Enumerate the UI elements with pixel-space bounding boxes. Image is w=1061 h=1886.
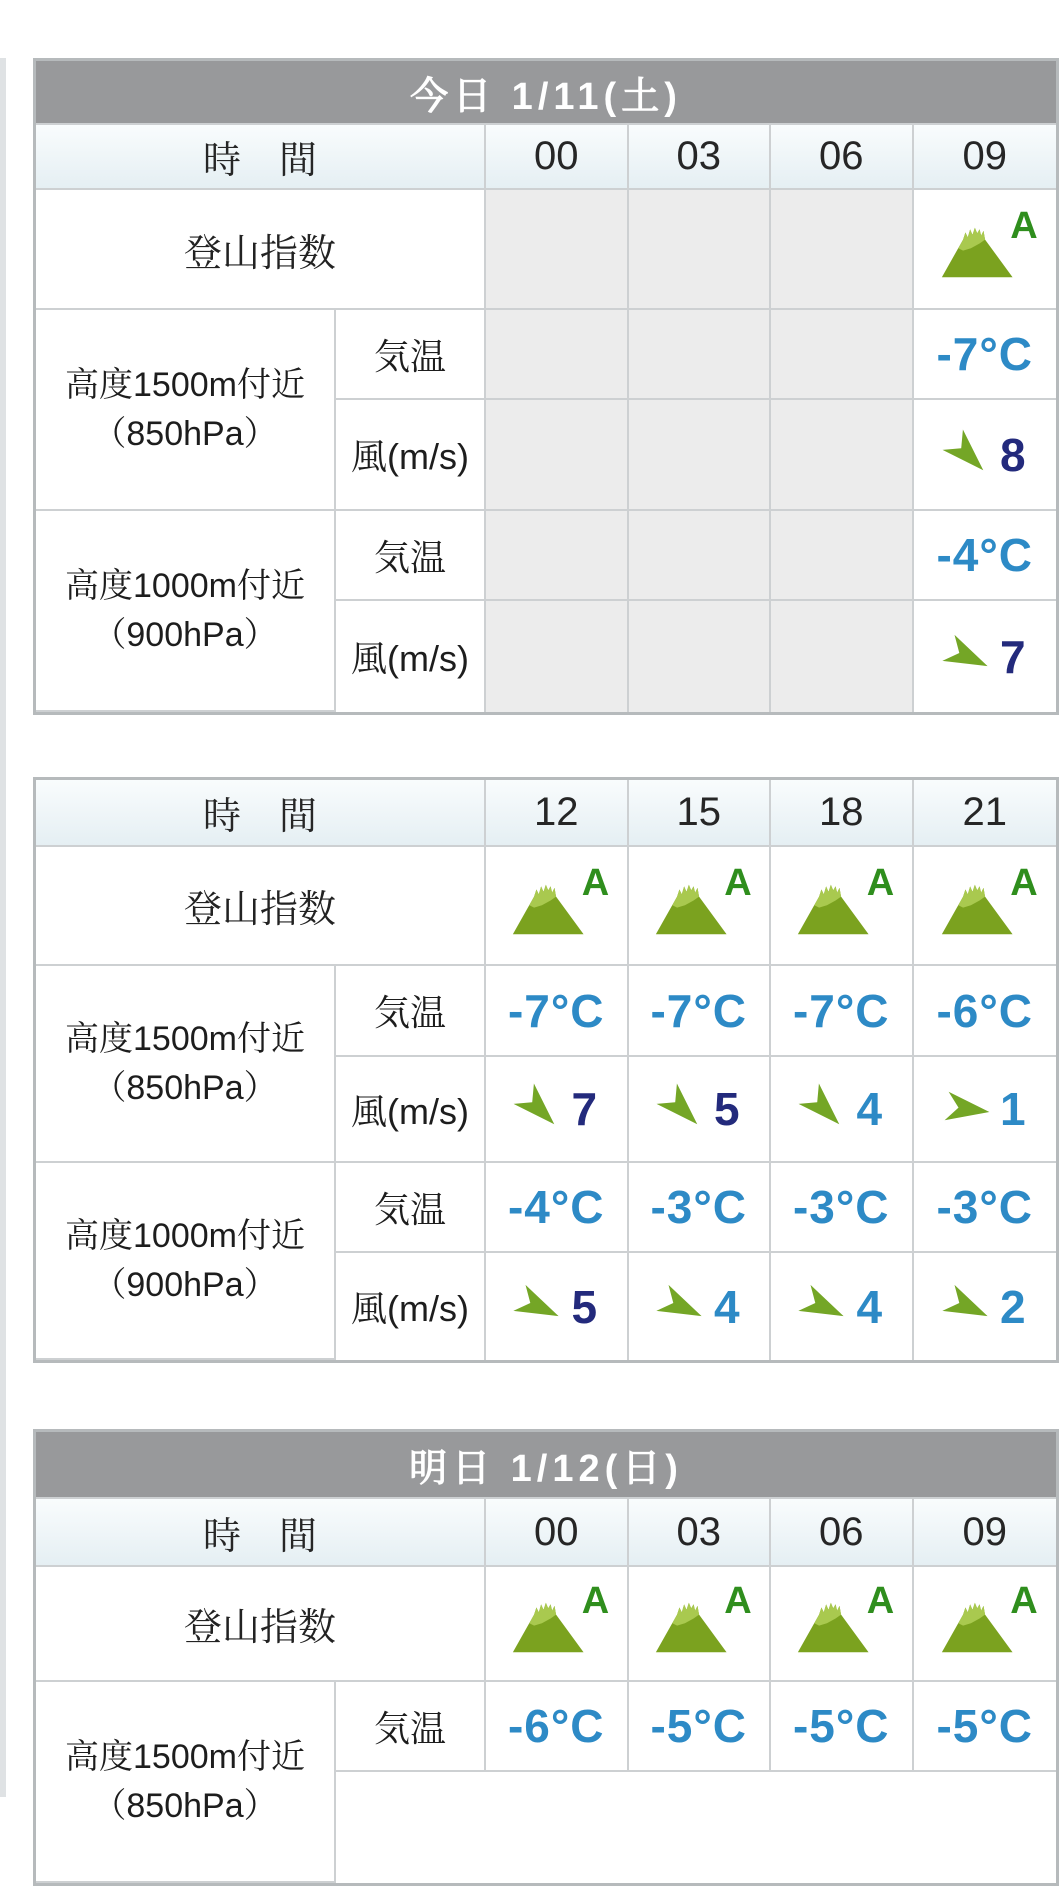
wind-speed: 5 — [713, 1083, 740, 1135]
mountain-index-icon — [505, 861, 610, 944]
empty-wind-cell — [629, 400, 772, 511]
index-cell — [629, 1567, 772, 1682]
wind-direction-arrow-icon — [941, 1086, 994, 1132]
pressure-line: （900hPa） — [92, 615, 278, 654]
wind-row-label: 風(m/s) — [336, 400, 486, 511]
wind-direction-arrow-icon — [652, 1278, 712, 1335]
table-title-tomorrow: 明日 1/12(日) — [36, 1432, 1056, 1499]
wind-row-label: 風(m/s) — [336, 1253, 486, 1360]
page-left-edge — [0, 58, 6, 1797]
time-cell: 00 — [486, 125, 629, 190]
empty-temp-cell — [486, 310, 629, 400]
time-header-label: 時 間 — [36, 780, 486, 847]
index-cell — [771, 847, 914, 966]
wind-direction-arrow-icon — [938, 628, 998, 685]
time-header-label: 時 間 — [36, 1499, 486, 1567]
empty-index-cell — [629, 190, 772, 310]
time-cell: 18 — [771, 780, 914, 847]
time-cell: 15 — [629, 780, 772, 847]
wind-direction-arrow-icon — [508, 1078, 570, 1140]
climb-index-label: 登山指数 — [36, 190, 486, 310]
table-title-today: 今日 1/11(土) — [36, 61, 1056, 125]
empty-wind-cell — [486, 400, 629, 511]
empty-wind-cell — [486, 601, 629, 712]
wind-speed: 5 — [571, 1280, 598, 1333]
wind-speed: 7 — [999, 630, 1026, 683]
mountain-index-icon — [934, 861, 1038, 944]
mountain-shape — [790, 868, 878, 944]
wind-cell — [771, 1057, 914, 1163]
empty-index-cell — [771, 190, 914, 310]
wind-cell — [629, 1253, 772, 1360]
time-cell: 00 — [486, 1499, 629, 1567]
wind-direction-arrow-icon — [793, 1078, 855, 1140]
temp-row-label: 気温 — [336, 966, 486, 1057]
wind-cell — [771, 1253, 914, 1360]
rating-letter: A — [866, 1579, 895, 1622]
wind-cell — [914, 1057, 1057, 1163]
wind-direction-arrow-icon — [937, 423, 999, 485]
mountain-index-icon — [790, 1579, 895, 1662]
temp-cell: -3°C — [914, 1163, 1057, 1253]
altitude-1000-label — [36, 1163, 336, 1360]
rating-letter: A — [1010, 861, 1038, 904]
temp-cell: -7°C — [771, 966, 914, 1057]
altitude-1500-label — [36, 1682, 336, 1883]
wind-cell — [914, 601, 1057, 712]
wind-speed: 4 — [856, 1280, 883, 1333]
altitude-1000-label — [36, 511, 336, 712]
time-cell: 12 — [486, 780, 629, 847]
empty-temp-cell — [486, 511, 629, 601]
rating-letter: A — [1010, 205, 1038, 247]
altitude-line: 高度1500m付近 — [65, 366, 305, 405]
temp-row-label: 気温 — [336, 1163, 486, 1253]
time-cell: 09 — [914, 125, 1057, 190]
mountain-shape — [934, 211, 1022, 287]
mountain-shape — [790, 1586, 878, 1662]
time-cell: 06 — [771, 125, 914, 190]
rating-letter: A — [1010, 1579, 1038, 1622]
mountain-shape — [648, 868, 736, 944]
empty-temp-cell — [629, 310, 772, 400]
altitude-line: 高度1000m付近 — [65, 567, 305, 606]
mountain-index-icon — [934, 1579, 1038, 1662]
temp-cell: -4°C — [914, 511, 1057, 601]
wind-speed: 2 — [999, 1280, 1026, 1333]
empty-wind-cell — [629, 601, 772, 712]
mountain-index-icon — [934, 205, 1038, 287]
rating-letter: A — [724, 1579, 752, 1622]
index-cell — [771, 1567, 914, 1682]
temp-cell: -5°C — [629, 1682, 772, 1772]
pressure-line: （850hPa） — [92, 1786, 278, 1825]
empty-wind-cell — [771, 601, 914, 712]
temp-cell: -4°C — [486, 1163, 629, 1253]
wind-direction-arrow-icon — [509, 1278, 569, 1335]
wind-speed: 8 — [999, 428, 1026, 481]
forecast-table-today-pm — [33, 777, 1059, 1363]
pressure-line: （850hPa） — [92, 414, 278, 453]
forecast-table-today-am — [33, 58, 1059, 715]
wind-cell — [914, 1253, 1057, 1360]
wind-direction-arrow-icon — [651, 1078, 713, 1140]
index-cell — [629, 847, 772, 966]
temp-cell: -7°C — [486, 966, 629, 1057]
mountain-index-icon — [790, 861, 895, 944]
index-cell — [486, 847, 629, 966]
time-cell: 06 — [771, 1499, 914, 1567]
temp-row-label: 気温 — [336, 310, 486, 400]
forecast-table-tomorrow — [33, 1429, 1059, 1886]
wind-cell — [629, 1057, 772, 1163]
wind-cell — [486, 1253, 629, 1360]
temp-cell: -7°C — [914, 310, 1057, 400]
rating-letter: A — [581, 861, 610, 904]
mountain-shape — [934, 1586, 1022, 1662]
time-cell: 03 — [629, 125, 772, 190]
temp-cell: -5°C — [771, 1682, 914, 1772]
altitude-1500-label — [36, 310, 336, 511]
wind-speed: 4 — [713, 1280, 740, 1333]
temp-cell: -3°C — [771, 1163, 914, 1253]
index-cell — [914, 847, 1057, 966]
index-cell — [914, 1567, 1057, 1682]
wind-cell — [914, 400, 1057, 511]
mountain-index-icon — [648, 1579, 752, 1662]
wind-speed: 7 — [571, 1083, 598, 1135]
altitude-line: 高度1500m付近 — [65, 1738, 305, 1777]
temp-row-label: 気温 — [336, 1682, 486, 1772]
time-header-label: 時 間 — [36, 125, 486, 190]
climb-index-label: 登山指数 — [36, 847, 486, 966]
index-cell — [914, 190, 1057, 310]
index-cell — [486, 1567, 629, 1682]
temp-cell: -5°C — [914, 1682, 1057, 1772]
wind-cell — [486, 1057, 629, 1163]
mountain-index-icon — [505, 1579, 610, 1662]
wind-row-label: 風(m/s) — [336, 601, 486, 712]
mountain-index-icon — [648, 861, 752, 944]
mountain-shape — [505, 1586, 593, 1662]
wind-speed: 1 — [999, 1083, 1026, 1135]
wind-row-label: 風(m/s) — [336, 1057, 486, 1163]
empty-temp-cell — [771, 310, 914, 400]
altitude-line: 高度1500m付近 — [65, 1020, 305, 1059]
time-cell: 21 — [914, 780, 1057, 847]
time-cell: 03 — [629, 1499, 772, 1567]
mountain-shape — [934, 868, 1022, 944]
rating-letter: A — [724, 861, 752, 904]
empty-index-cell — [486, 190, 629, 310]
empty-temp-cell — [629, 511, 772, 601]
temp-cell: -6°C — [914, 966, 1057, 1057]
time-cell: 09 — [914, 1499, 1057, 1567]
wind-direction-arrow-icon — [938, 1278, 998, 1335]
wind-speed: 4 — [856, 1083, 883, 1135]
pressure-line: （850hPa） — [92, 1068, 278, 1107]
empty-temp-cell — [771, 511, 914, 601]
pressure-line: （900hPa） — [92, 1265, 278, 1304]
altitude-1500-label — [36, 966, 336, 1163]
mountain-shape — [648, 1586, 736, 1662]
rating-letter: A — [866, 861, 895, 904]
altitude-line: 高度1000m付近 — [65, 1217, 305, 1256]
temp-cell: -6°C — [486, 1682, 629, 1772]
rating-letter: A — [581, 1579, 610, 1622]
wind-direction-arrow-icon — [794, 1278, 854, 1335]
temp-cell: -7°C — [629, 966, 772, 1057]
mountain-shape — [505, 868, 593, 944]
temp-cell: -3°C — [629, 1163, 772, 1253]
temp-row-label: 気温 — [336, 511, 486, 601]
empty-wind-cell — [771, 400, 914, 511]
climb-index-label: 登山指数 — [36, 1567, 486, 1682]
